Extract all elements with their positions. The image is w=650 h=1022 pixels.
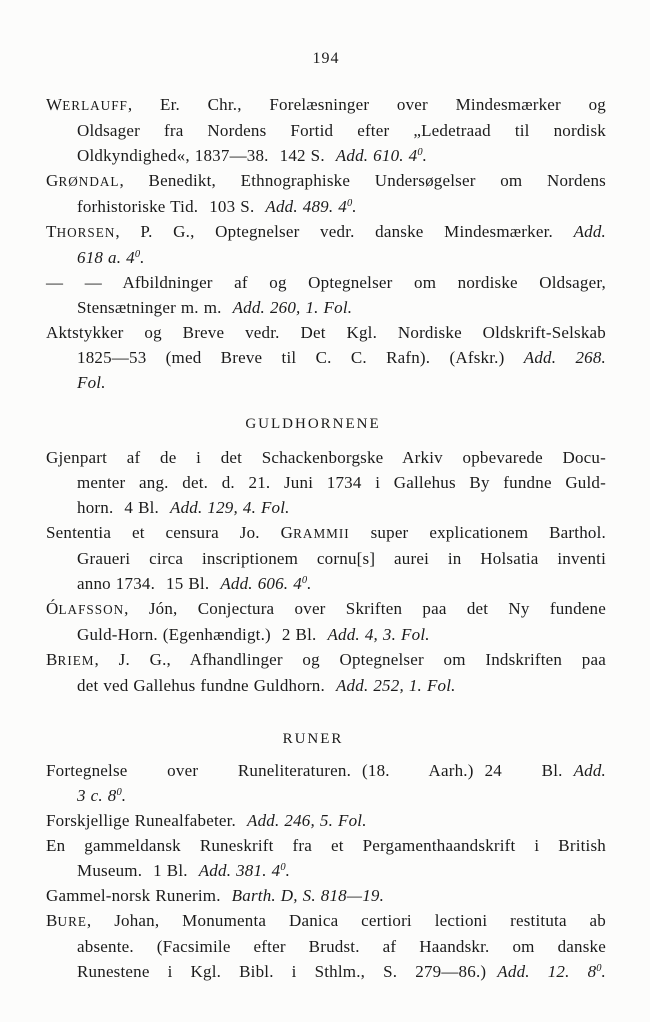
text-segment: , Er. Chr., Forelæsninger over Mindesmærker og bbox=[127, 95, 606, 114]
italic-text-segment: . bbox=[601, 962, 606, 981]
entry-line bbox=[46, 168, 606, 194]
small-caps-text: RAMMII bbox=[293, 526, 350, 541]
italic-text-segment: Add. 610. 4 bbox=[335, 146, 418, 165]
bibliography-entry bbox=[46, 833, 606, 883]
superscript-text: 0 bbox=[134, 249, 141, 260]
entry-line bbox=[46, 959, 606, 984]
entry-line bbox=[46, 858, 606, 883]
text-segment: Ó bbox=[46, 599, 59, 618]
bibliography-entry bbox=[46, 320, 606, 395]
entry-line bbox=[46, 546, 606, 571]
entry-line bbox=[46, 370, 606, 395]
text-segment: 1825—53 (med Breve til C. C. Rafn). (Afskr.) bbox=[77, 348, 524, 367]
text-segment: Aktstykker og Breve vedr. Det Kgl. Nordiske Oldskrift-Selskab bbox=[46, 323, 606, 342]
italic-text-segment: Add. 381. 4 bbox=[198, 861, 281, 880]
text-segment: super explicationem Barthol. bbox=[349, 523, 606, 542]
text-segment: Gammel-norsk Runerim. bbox=[46, 886, 221, 905]
entry-line bbox=[46, 219, 606, 245]
entry-line bbox=[46, 495, 606, 520]
text-segment: , Jón, Conjectura over Skriften paa det Ny fundene bbox=[124, 599, 606, 618]
italic-text-segment: Fol. bbox=[77, 373, 106, 392]
bibliography-entry bbox=[46, 92, 606, 168]
italic-text-segment: Add. 260, 1. Fol. bbox=[232, 298, 353, 317]
entry-line bbox=[46, 934, 606, 959]
entry-line bbox=[46, 833, 606, 858]
entry-line bbox=[46, 783, 606, 808]
text-segment: G bbox=[46, 171, 59, 190]
small-caps-text: ERLAUFF bbox=[62, 98, 128, 113]
bibliography-entry bbox=[46, 168, 606, 219]
text-segment: det ved Gallehus fundne Guldhorn. bbox=[77, 676, 325, 695]
text-segment: absente. (Facsimile efter Brudst. af Haandskr. om danske bbox=[77, 937, 606, 956]
italic-text-segment: Add. 129, 4. Fol. bbox=[169, 498, 290, 517]
entry-line bbox=[46, 673, 606, 698]
bibliography-entry bbox=[46, 758, 606, 808]
text-segment: , Benedikt, Ethnographiske Undersøgelser om Nordens bbox=[119, 171, 606, 190]
text-segment: , Johan, Monumenta Danica certiori lectioni restituta ab bbox=[86, 911, 606, 930]
bibliography-entry bbox=[46, 808, 606, 833]
entry-line bbox=[46, 596, 606, 622]
italic-text-segment: Barth. D, S. 818—19. bbox=[231, 886, 385, 905]
italic-text-segment: . bbox=[285, 861, 291, 880]
small-caps-text: RØNDAL bbox=[58, 174, 120, 189]
text-segment: Oldsager fra Nordens Fortid efter „Ledetraad til nordisk bbox=[77, 121, 606, 140]
italic-text-segment: Add. bbox=[573, 761, 607, 780]
bibliography-section bbox=[46, 92, 606, 395]
text-segment: W bbox=[46, 95, 63, 114]
bibliography-entry bbox=[46, 219, 606, 270]
entry-line bbox=[46, 571, 606, 596]
italic-text-segment: Add. bbox=[573, 222, 606, 241]
text-segment: Stensætninger m. m. bbox=[77, 298, 222, 317]
small-caps-text: URE bbox=[57, 914, 87, 929]
entry-line bbox=[46, 345, 606, 370]
small-caps-text: RIEM bbox=[57, 653, 95, 668]
section-heading: GULDHORNENE bbox=[245, 416, 381, 432]
entry-line bbox=[46, 445, 606, 470]
text-segment: , J. G., Afhandlinger og Optegnelser om Indskriften paa bbox=[94, 650, 606, 669]
entry-line bbox=[46, 194, 606, 219]
entry-line bbox=[46, 270, 606, 295]
entry-line bbox=[46, 245, 606, 270]
italic-text-segment: Add. 12. 8 bbox=[497, 962, 597, 981]
superscript-text: 0 bbox=[301, 575, 308, 586]
text-segment: Forskjellige Runealfabeter. bbox=[46, 811, 237, 830]
italic-text-segment: . bbox=[352, 197, 357, 216]
text-segment: horn. bbox=[77, 498, 114, 517]
text-segment: 24 Bl. bbox=[484, 761, 563, 780]
bibliography-entry bbox=[46, 520, 606, 596]
italic-text-segment: 618 a. 4 bbox=[77, 248, 135, 267]
bibliography-entry bbox=[46, 908, 606, 984]
superscript-text: 0 bbox=[596, 963, 602, 974]
bibliography-entry bbox=[46, 883, 606, 908]
text-segment: Guld-Horn. (Egenhændigt.) bbox=[77, 625, 271, 644]
small-caps-text: LAFSSON bbox=[58, 602, 125, 617]
entry-line bbox=[46, 143, 606, 168]
text-segment: anno 1734. bbox=[77, 574, 156, 593]
text-segment: Runestene i Kgl. Bibl. i Sthlm., S. 279—86.) bbox=[77, 962, 487, 981]
text-segment: Gjenpart af de i det Schackenborgske Arkiv opbevarede Docu- bbox=[46, 448, 606, 467]
italic-text-segment: Add. 246, 5. Fol. bbox=[247, 811, 367, 830]
text-segment: forhistoriske Tid. bbox=[77, 197, 199, 216]
entry-line bbox=[46, 622, 606, 647]
text-segment: menter ang. det. d. 21. Juni 1734 i Gallehus By fundne Guld- bbox=[77, 473, 606, 492]
italic-text-segment: Add. 489. 4 bbox=[265, 197, 347, 216]
text-segment: En gammeldansk Runeskrift fra et Pergamenthaandskrift i British bbox=[46, 836, 606, 855]
entry-line bbox=[46, 647, 606, 673]
text-segment: B bbox=[46, 911, 58, 930]
text-segment: Fortegnelse over Runeliteraturen. bbox=[46, 761, 352, 780]
text-segment: Museum. bbox=[77, 861, 143, 880]
entry-line bbox=[46, 470, 606, 495]
italic-text-segment: . bbox=[307, 574, 312, 593]
bibliography-entry bbox=[46, 270, 606, 320]
text-segment: 2 Bl. bbox=[281, 625, 317, 644]
text-segment: Graueri circa inscriptionem cornu[s] aurei in Holsatia inventi bbox=[77, 549, 606, 568]
italic-text-segment: . bbox=[140, 248, 145, 267]
entry-line bbox=[46, 908, 606, 934]
bibliography-entry bbox=[46, 647, 606, 698]
bibliography-entry bbox=[46, 445, 606, 520]
text-segment: Sententia et censura Jo. G bbox=[46, 523, 294, 542]
text-segment: 103 S. bbox=[209, 197, 255, 216]
bibliography-section bbox=[46, 727, 606, 984]
text-segment: — — Afbildninger af og Optegnelser om nordiske Oldsager, bbox=[46, 273, 606, 292]
section-heading: RUNER bbox=[282, 731, 344, 747]
bibliography-entry bbox=[46, 596, 606, 647]
bibliography-section bbox=[46, 412, 606, 698]
italic-text-segment: Add. 252, 1. Fol. bbox=[335, 676, 456, 695]
italic-text-segment: Add. 4, 3. Fol. bbox=[327, 625, 430, 644]
entry-line bbox=[46, 320, 606, 345]
entry-line bbox=[46, 118, 606, 143]
text-segment: (18. Aarh.) bbox=[362, 761, 474, 780]
entry-line bbox=[46, 295, 606, 320]
entry-line bbox=[46, 92, 606, 118]
italic-text-segment: Add. 606. 4 bbox=[220, 574, 302, 593]
entry-line bbox=[46, 758, 606, 783]
bibliography-content bbox=[46, 92, 606, 984]
entry-line bbox=[46, 808, 606, 833]
page-number: 194 bbox=[312, 50, 340, 67]
superscript-text: 0 bbox=[346, 198, 353, 209]
text-segment: 4 Bl. bbox=[124, 498, 159, 517]
superscript-text: 0 bbox=[116, 787, 122, 798]
entry-line bbox=[46, 883, 606, 908]
text-segment: 142 S. bbox=[279, 146, 325, 165]
superscript-text: 0 bbox=[280, 862, 286, 873]
italic-text-segment: . bbox=[121, 786, 127, 805]
text-segment: Oldkyndighed«, 1837—38. bbox=[77, 146, 269, 165]
text-segment: B bbox=[46, 650, 58, 669]
text-segment: T bbox=[46, 222, 57, 241]
text-segment: , P. G., Optegnelser vedr. danske Mindesmærker. bbox=[115, 222, 574, 241]
small-caps-text: HORSEN bbox=[56, 225, 116, 240]
italic-text-segment: . bbox=[422, 146, 428, 165]
text-segment: 1 Bl. bbox=[153, 861, 188, 880]
italic-text-segment: Add. 268. bbox=[523, 348, 606, 367]
text-segment: 15 Bl. bbox=[166, 574, 210, 593]
superscript-text: 0 bbox=[417, 147, 423, 158]
entry-line bbox=[46, 520, 606, 546]
italic-text-segment: 3 c. 8 bbox=[77, 786, 117, 805]
